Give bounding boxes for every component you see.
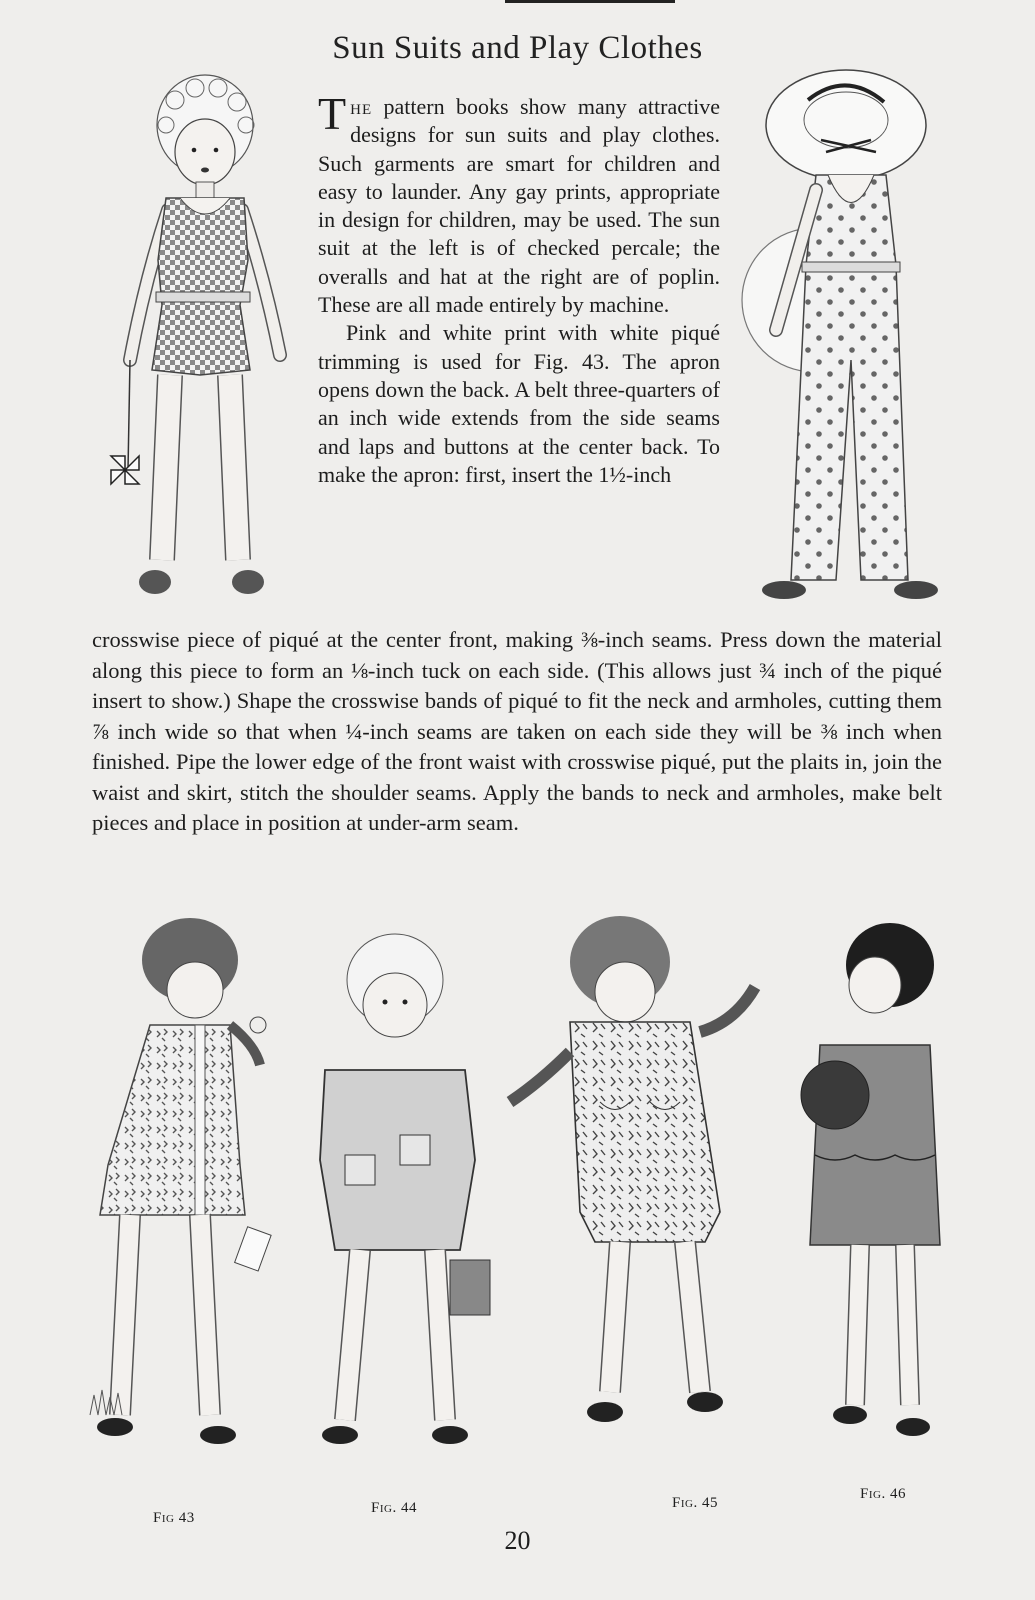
figure-45-caption: Fig. 45 xyxy=(672,1495,718,1511)
figure-44-illustration xyxy=(265,930,495,1500)
overalls-child-illustration xyxy=(736,80,946,610)
page-number: 20 xyxy=(504,1526,531,1555)
second-paragraph-column: Pink and white print with white piqué trimming is used for Fig. 43. The apron opens down the back. A belt three-quarters of an inch wide extends from the side seams and laps and buttons at the center back. To make the apron: first, insert the 1½-inch xyxy=(318,320,720,487)
top-rule xyxy=(505,0,675,3)
figure-43-illustration xyxy=(90,915,260,1495)
figure-43-caption: Fig 43 xyxy=(153,1510,195,1526)
sun-suit-child-illustration xyxy=(100,70,310,610)
intro-column-text xyxy=(318,88,720,489)
figure-44-caption: Fig. 44 xyxy=(371,1500,417,1516)
figure-46-caption: Fig. 46 xyxy=(860,1486,906,1502)
intro-paragraph: pattern books show many attractive designs for sun suits and play clothes. Such garments are smart for children and easy to launder. Any gay prints, appropriate in design for children, may be used. The sun suit at the left is of checked percale; the overalls and hat at the right are of poplin. These are all made entirely by machine. xyxy=(318,94,720,318)
second-paragraph-continued: crosswise piece of piqué at the center front, making ⅜-inch seams. Press down the material along this piece to form an ⅛-inch tuck on each side. (This allows just ¾ inch of the piqué insert to show.) Shape the crosswise bands of piqué to fit the neck and armholes, cutting them ⅞ inch wide so that when ¼-inch seams are taken on each side they will be ⅜ inch when finished. Pipe the lower edge of the front waist with crosswise piqué, put the plaits in, join the waist and skirt, stitch the shoulder seams. Apply the bands to neck and armholes, make belt pieces and place in position at under-arm seam. xyxy=(92,627,942,835)
page-title: Sun Suits and Play Clothes xyxy=(332,30,703,66)
intro-small-caps: he xyxy=(350,94,373,119)
figure-45-illustration xyxy=(500,912,760,1472)
figure-46-illustration xyxy=(795,915,955,1475)
drop-cap: T xyxy=(318,88,347,139)
